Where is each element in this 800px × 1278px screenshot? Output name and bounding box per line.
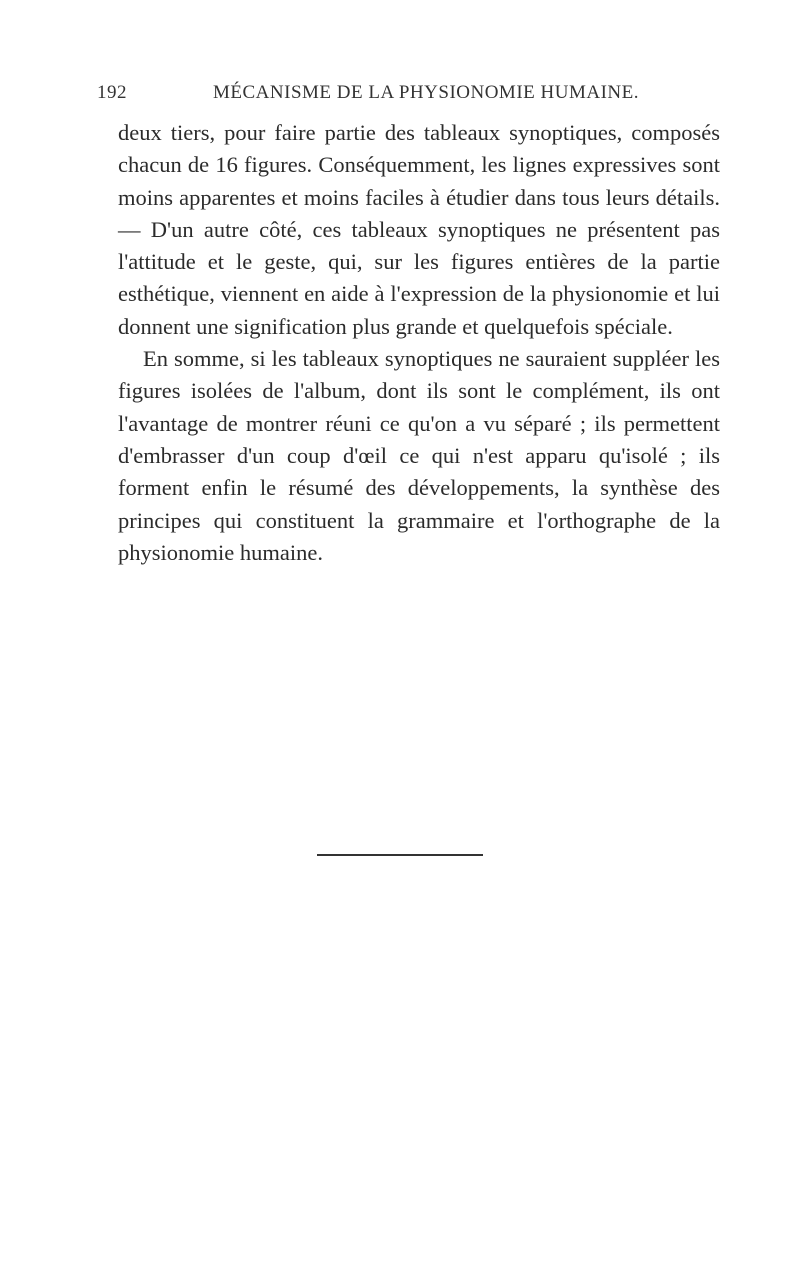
running-head bbox=[97, 82, 639, 108]
paragraph-summary: En somme, si les tableaux synoptiques ne sauraient suppléer les figures isolées de l'album, dont ils sont le complément, ils ont l'avantage de montrer réuni ce qu'on a vu séparé ; ils permettent d'embrasser d'un coup d'œil ce qui n'est apparu qu'isolé ; ils forment enfin le résumé des développements, la synthèse des principes qui constituent la grammaire et l'orthographe de la physionomie humaine. bbox=[118, 346, 720, 565]
running-title: MÉCANISME DE LA PHYSIONOMIE HUMAINE. bbox=[213, 82, 639, 103]
end-rule bbox=[317, 854, 483, 856]
paragraph-continued: deux tiers, pour faire partie des tableaux synoptiques, composés chacun de 16 figures. Conséquemment, les lignes expressives sont moins apparentes et moins faciles à étudier dans tous leurs détails. — D'un autre côté, ces tableaux synoptiques ne présentent pas l'attitude et le geste, qui, sur les figures entières de la partie esthétique, viennent en aide à l'expression de la physionomie et lui donnent une signification plus grande et quelquefois spéciale. bbox=[118, 120, 720, 339]
page-number: 192 bbox=[97, 82, 127, 103]
body-text bbox=[118, 117, 720, 569]
